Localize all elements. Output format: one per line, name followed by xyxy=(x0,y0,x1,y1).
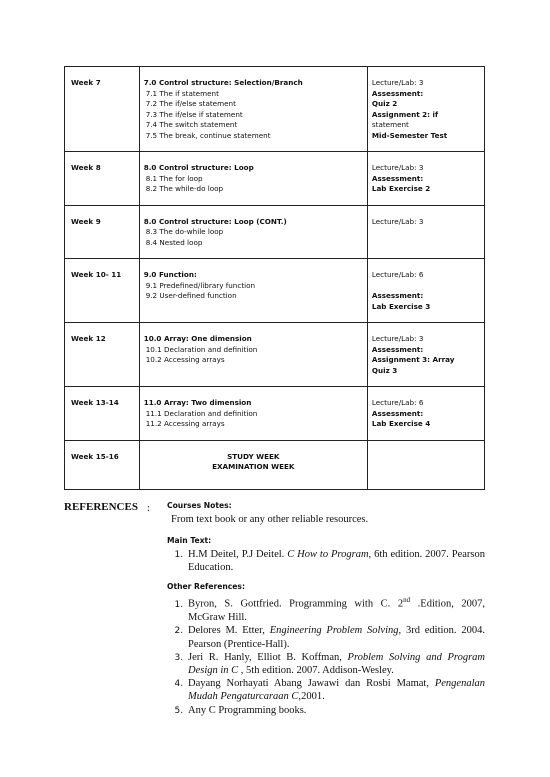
reference-text: , 5th edition. 2007. Addison-Wesley. xyxy=(238,664,394,676)
reference-text: 6th edition. 2007. Pearson Education. xyxy=(188,549,485,574)
subtopic: 7.3 The if/else if statement xyxy=(145,109,243,119)
note-line: Quiz 2 xyxy=(371,99,398,108)
note-line: Assignment 3: Array xyxy=(371,355,455,364)
notes-cell xyxy=(367,440,484,489)
week-cell: Week 7 xyxy=(65,67,140,152)
reference-item xyxy=(186,704,485,717)
topic-title: 8.0 Control structure: Loop xyxy=(143,163,254,172)
subtopic: 11.2 Accessing arrays xyxy=(145,419,225,428)
schedule-row xyxy=(65,387,485,441)
references-label: REFERENCES xyxy=(64,501,138,513)
note-line: Assignment 2: if xyxy=(371,109,439,119)
note-line xyxy=(372,281,480,292)
subtopic: 9.1 Predefined/library function xyxy=(145,280,256,290)
subtopic: 10.1 Declaration and definition xyxy=(145,344,258,354)
subtopic: 9.2 User-defined function xyxy=(145,291,237,300)
references-body xyxy=(167,497,485,725)
schedule-row xyxy=(65,205,485,259)
week-cell: Week 13-14 xyxy=(65,387,140,441)
schedule-row xyxy=(65,67,485,152)
reference-item xyxy=(186,624,485,650)
schedule-row xyxy=(65,152,485,206)
topic-cell xyxy=(139,205,367,259)
topic-title: 8.0 Control structure: Loop (CONT.) xyxy=(143,216,287,226)
topic-cell xyxy=(139,259,367,323)
subtopic: 11.1 Declaration and definition xyxy=(145,408,258,418)
note-line: Quiz 3 xyxy=(371,365,398,375)
topic-cell xyxy=(139,67,367,152)
topic-title: 11.0 Array: Two dimension xyxy=(143,398,252,407)
reference-item xyxy=(186,677,485,703)
notes-cell xyxy=(367,387,484,441)
note-line: Lecture/Lab: 3 xyxy=(371,78,424,87)
reference-item xyxy=(186,594,485,624)
note-line: Lecture/Lab: 6 xyxy=(371,398,424,407)
subtopic: 8.1 The for loop xyxy=(145,173,203,183)
subtopic: 8.2 The while-do loop xyxy=(145,184,224,193)
notes-cell xyxy=(367,205,484,259)
reference-item xyxy=(186,651,485,677)
reference-text: Any C Programming books. xyxy=(188,704,307,716)
reference-text: Jeri R. Hanly, Elliot B. Koffman, xyxy=(188,651,348,663)
note-line: Assessment: xyxy=(371,344,424,354)
note-line: Lecture/Lab: 6 xyxy=(371,270,424,279)
notes-cell xyxy=(367,323,484,387)
study-week-label: STUDY WEEK xyxy=(227,451,280,461)
subtopic: 8.4 Nested loop xyxy=(145,237,203,247)
reference-text: Problem Solving and Program Design in C xyxy=(188,651,485,676)
topic-cell xyxy=(139,152,367,206)
subtopic: 10.2 Accessing arrays xyxy=(145,355,225,364)
note-line: Lecture/Lab: 3 xyxy=(371,334,424,343)
note-line: Lab Exercise 2 xyxy=(371,184,431,193)
note-line: Assessment: xyxy=(371,408,424,418)
courses-notes-heading: Courses Notes: xyxy=(167,501,232,510)
other-references-list xyxy=(167,594,485,716)
note-line: Lab Exercise 4 xyxy=(371,419,431,428)
subtopic: 7.1 The if statement xyxy=(145,88,219,98)
exam-week-label: EXAMINATION WEEK xyxy=(212,462,295,471)
reference-text: Dayang Norhayati Abang Jawawi dan Rosbi Mamat, xyxy=(188,678,435,690)
reference-text: Pengenalan Mudah Pengaturcaraan C, xyxy=(188,678,485,703)
note-line: Mid-Semester Test xyxy=(371,130,448,140)
notes-cell xyxy=(367,259,484,323)
study-exam-cell xyxy=(139,440,367,489)
references-colon: : xyxy=(147,502,151,514)
notes-cell xyxy=(367,152,484,206)
reference-text: 2001. xyxy=(301,691,325,703)
topic-cell xyxy=(139,387,367,441)
week-cell: Week 10- 11 xyxy=(65,259,140,323)
notes-cell xyxy=(367,67,484,152)
reference-item xyxy=(186,548,485,574)
reference-text: .Edition, 2007, McGraw Hill. xyxy=(188,598,485,624)
note-line: Lecture/Lab: 3 xyxy=(371,216,424,226)
reference-text: nd xyxy=(403,596,411,605)
week-cell: Week 12 xyxy=(65,323,140,387)
note-line: Assessment: xyxy=(371,88,424,98)
courses-notes-text: From text book or any other reliable resources. xyxy=(171,514,369,525)
week-cell: Week 15-16 xyxy=(65,440,140,489)
reference-text: 3rd edition. 2004. Pearson (Prentice-Hall). xyxy=(188,625,485,650)
reference-text: H.M Deitel, P.J Deitel. xyxy=(188,549,288,560)
note-line: Assessment: xyxy=(371,291,424,300)
topic-title: 7.0 Control structure: Selection/Branch xyxy=(143,78,303,87)
main-text-list xyxy=(167,548,485,574)
subtopic: 8.3 The do-while loop xyxy=(145,227,224,236)
topic-cell xyxy=(139,323,367,387)
note-line: Lecture/Lab: 3 xyxy=(371,163,424,172)
week-cell: Week 8 xyxy=(65,152,140,206)
note-line: Assessment: xyxy=(371,173,424,183)
week-cell: Week 9 xyxy=(65,205,140,259)
subtopic: 7.5 The break, continue statement xyxy=(145,130,271,140)
subtopic: 7.4 The switch statement xyxy=(145,120,238,129)
topic-title: 9.0 Function: xyxy=(143,270,197,279)
reference-text: Engineering Problem Solving, xyxy=(269,625,402,637)
note-line: statement xyxy=(371,120,409,129)
topic-title: 10.0 Array: One dimension xyxy=(143,334,252,343)
note-line: Lab Exercise 3 xyxy=(371,301,431,311)
reference-text: Delores M. Etter, xyxy=(188,625,270,637)
other-references-heading: Other References: xyxy=(167,582,245,592)
schedule-table xyxy=(64,66,485,490)
schedule-row-study-week xyxy=(65,440,485,489)
reference-text: C How to Program, xyxy=(287,549,372,560)
reference-text: Byron, S. Gottfried. Programming with C. 2 xyxy=(188,598,404,610)
subtopic: 7.2 The if/else statement xyxy=(145,99,236,108)
main-text-heading: Main Text: xyxy=(167,536,212,545)
schedule-row xyxy=(65,259,485,323)
schedule-row xyxy=(65,323,485,387)
